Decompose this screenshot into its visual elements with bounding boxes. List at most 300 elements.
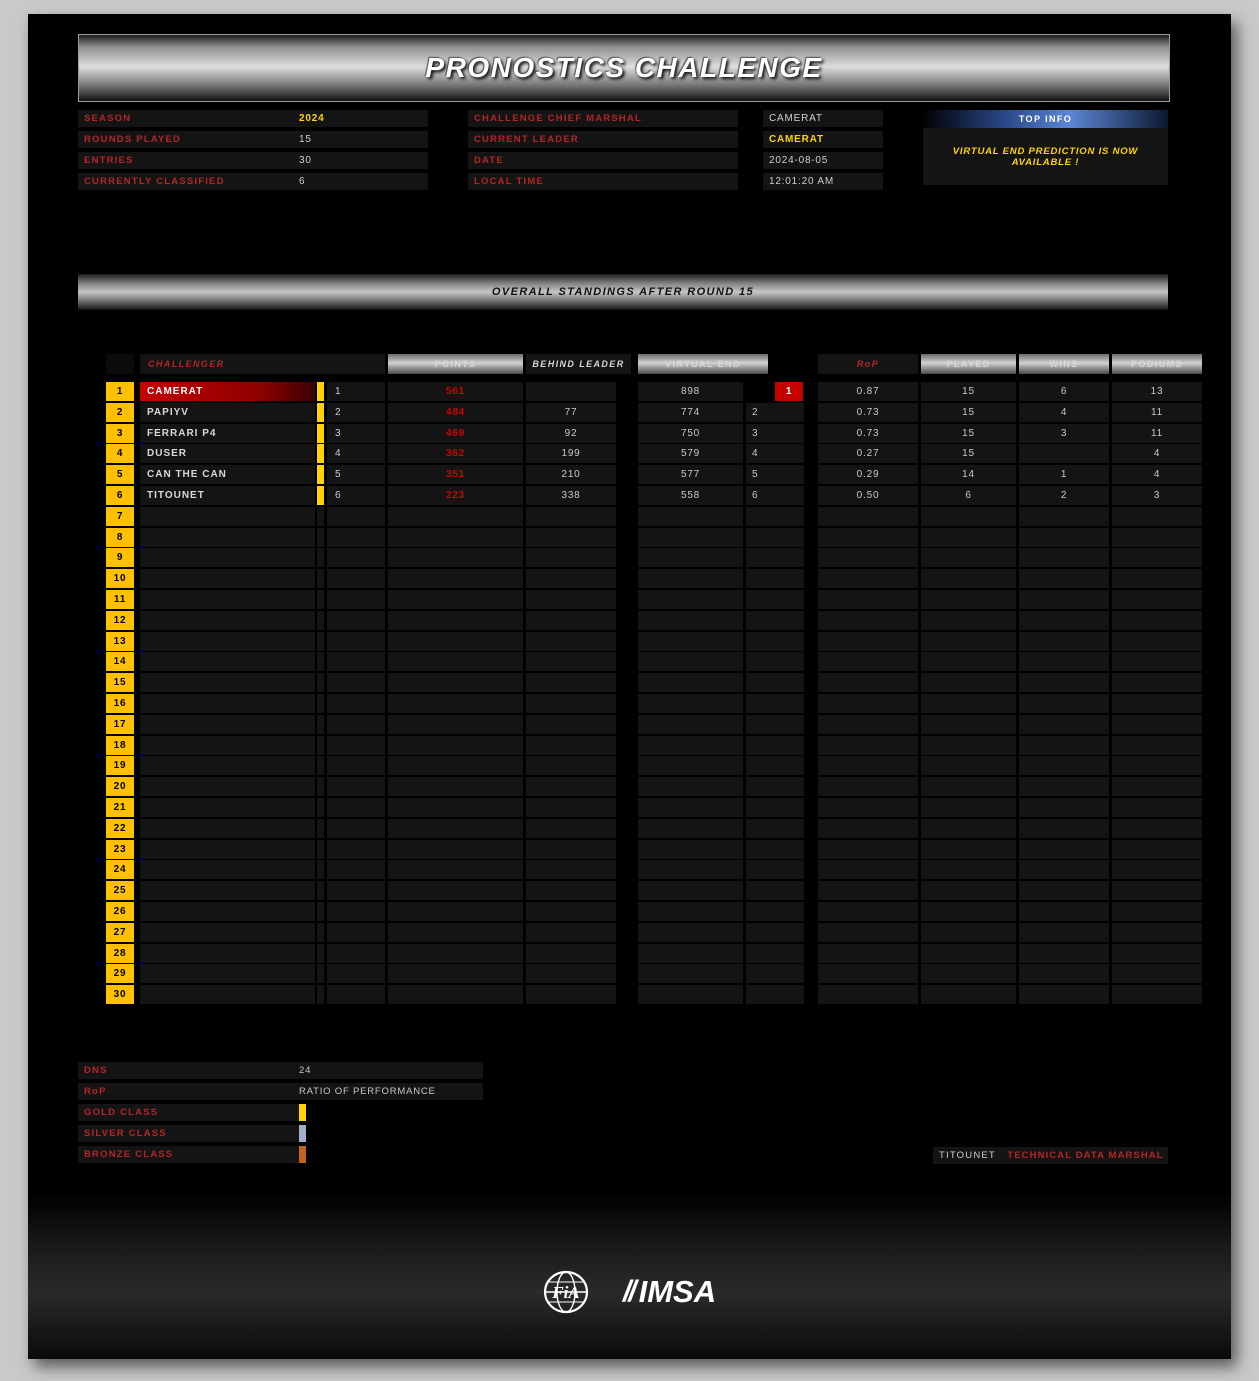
table-row[interactable] xyxy=(78,486,1188,507)
row-virtual-end: 577 xyxy=(638,465,743,484)
svg-text:FiA: FiA xyxy=(552,1283,580,1302)
info-row-local-time xyxy=(468,173,883,190)
row-behind-leader: 210 xyxy=(526,465,616,484)
row-points-rank xyxy=(327,507,385,526)
row-virtual-end-rank xyxy=(746,611,804,630)
table-row[interactable] xyxy=(78,652,1188,673)
row-virtual-end xyxy=(638,881,743,900)
row-podiums: 11 xyxy=(1112,424,1202,443)
row-challenger-name xyxy=(140,860,315,879)
row-behind-leader xyxy=(526,964,616,983)
table-row[interactable] xyxy=(78,819,1188,840)
table-row[interactable] xyxy=(78,736,1188,757)
row-challenger-name xyxy=(140,548,315,567)
row-challenger-name: PAPIYV xyxy=(140,403,315,422)
row-played xyxy=(921,798,1016,817)
info-panel xyxy=(78,110,1168,200)
row-points xyxy=(388,798,523,817)
info-row-rounds-played xyxy=(78,131,428,148)
row-position: 16 xyxy=(106,694,134,713)
row-challenger-name: FERRARI P4 xyxy=(140,424,315,443)
row-wins xyxy=(1019,860,1109,879)
row-points-rank xyxy=(327,590,385,609)
row-behind-leader: 338 xyxy=(526,486,616,505)
row-played: 15 xyxy=(921,382,1016,401)
row-virtual-end-rank xyxy=(746,528,804,547)
column-header-rop[interactable]: RoP xyxy=(818,354,918,374)
info-label-date: DATE xyxy=(468,152,738,169)
info-column-left xyxy=(78,110,428,194)
row-class-indicator xyxy=(317,569,324,588)
info-row-season xyxy=(78,110,428,127)
row-class-indicator xyxy=(317,985,324,1004)
marshal-name: TITOUNET xyxy=(933,1147,1003,1164)
row-virtual-end-rank xyxy=(746,673,804,692)
row-virtual-end: 750 xyxy=(638,424,743,443)
table-row[interactable] xyxy=(78,673,1188,694)
table-row[interactable] xyxy=(78,403,1188,424)
row-rop xyxy=(818,964,918,983)
row-challenger-name xyxy=(140,756,315,775)
row-points-rank xyxy=(327,736,385,755)
table-row[interactable] xyxy=(78,881,1188,902)
row-behind-leader xyxy=(526,632,616,651)
row-points xyxy=(388,694,523,713)
table-row[interactable] xyxy=(78,985,1188,1006)
row-wins: 1 xyxy=(1019,465,1109,484)
row-behind-leader: 92 xyxy=(526,424,616,443)
row-wins xyxy=(1019,777,1109,796)
table-row[interactable] xyxy=(78,798,1188,819)
row-wins xyxy=(1019,569,1109,588)
info-label-currently-classified: CURRENTLY CLASSIFIED xyxy=(78,173,293,190)
column-header-behind-leader[interactable]: BEHIND LEADER xyxy=(526,354,631,374)
legend-panel xyxy=(78,1062,778,1167)
row-rop xyxy=(818,881,918,900)
row-rop xyxy=(818,611,918,630)
row-virtual-end-rank xyxy=(746,902,804,921)
row-played: 15 xyxy=(921,403,1016,422)
column-header-points[interactable]: POINTS xyxy=(388,354,523,374)
row-virtual-end-rank xyxy=(746,652,804,671)
row-class-indicator xyxy=(317,424,324,443)
table-row[interactable] xyxy=(78,923,1188,944)
row-virtual-end xyxy=(638,528,743,547)
row-points xyxy=(388,923,523,942)
row-rop xyxy=(818,632,918,651)
table-row[interactable] xyxy=(78,424,1188,445)
row-class-indicator xyxy=(317,715,324,734)
row-points xyxy=(388,819,523,838)
row-points-rank xyxy=(327,985,385,1004)
column-header-virtual-end[interactable]: VIRTUAL END xyxy=(638,354,768,374)
info-label-chief-marshal: CHALLENGE CHIEF MARSHAL xyxy=(468,110,738,127)
legend-swatch-gold xyxy=(299,1104,306,1121)
row-played xyxy=(921,548,1016,567)
row-virtual-end-rank xyxy=(746,590,804,609)
row-virtual-end-rank xyxy=(746,985,804,1004)
row-behind-leader xyxy=(526,756,616,775)
table-row[interactable] xyxy=(78,840,1188,861)
column-header-wins[interactable]: WINS xyxy=(1019,354,1109,374)
row-class-indicator xyxy=(317,548,324,567)
row-class-indicator xyxy=(317,964,324,983)
row-virtual-end-rank: 1 xyxy=(775,382,803,401)
row-rop xyxy=(818,673,918,692)
legend-row-dns xyxy=(78,1062,778,1079)
row-class-indicator xyxy=(317,881,324,900)
column-header-played[interactable]: PLAYED xyxy=(921,354,1016,374)
row-points xyxy=(388,881,523,900)
row-behind-leader xyxy=(526,611,616,630)
table-row[interactable] xyxy=(78,569,1188,590)
row-rop xyxy=(818,507,918,526)
row-points: 223 xyxy=(388,486,523,505)
row-points-rank xyxy=(327,964,385,983)
row-played xyxy=(921,736,1016,755)
row-virtual-end-rank xyxy=(746,923,804,942)
row-class-indicator xyxy=(317,798,324,817)
row-position: 10 xyxy=(106,569,134,588)
table-row[interactable] xyxy=(78,382,1188,403)
row-played xyxy=(921,881,1016,900)
row-class-indicator xyxy=(317,860,324,879)
row-class-indicator xyxy=(317,632,324,651)
row-challenger-name xyxy=(140,590,315,609)
row-podiums xyxy=(1112,881,1202,900)
row-position: 13 xyxy=(106,632,134,651)
row-wins: 4 xyxy=(1019,403,1109,422)
row-rop xyxy=(818,569,918,588)
legend-value-rop: RATIO OF PERFORMANCE xyxy=(293,1083,483,1100)
row-wins xyxy=(1019,840,1109,859)
row-virtual-end-rank xyxy=(746,715,804,734)
row-behind-leader xyxy=(526,840,616,859)
row-rop xyxy=(818,694,918,713)
info-label-current-leader: CURRENT LEADER xyxy=(468,131,738,148)
row-challenger-name xyxy=(140,632,315,651)
row-points-rank xyxy=(327,673,385,692)
row-class-indicator xyxy=(317,840,324,859)
row-position: 22 xyxy=(106,819,134,838)
row-podiums: 4 xyxy=(1112,444,1202,463)
row-virtual-end-rank xyxy=(746,881,804,900)
row-class-indicator xyxy=(317,819,324,838)
table-row[interactable] xyxy=(78,902,1188,923)
row-rop xyxy=(818,528,918,547)
row-virtual-end-rank: 4 xyxy=(746,444,804,463)
row-position: 17 xyxy=(106,715,134,734)
row-points-rank xyxy=(327,881,385,900)
imsa-wordmark: IMSA xyxy=(638,1274,717,1309)
row-podiums xyxy=(1112,944,1202,963)
row-podiums xyxy=(1112,569,1202,588)
row-behind-leader xyxy=(526,860,616,879)
info-label-rounds-played: ROUNDS PLAYED xyxy=(78,131,293,148)
info-row-chief-marshal xyxy=(468,110,883,127)
table-row[interactable] xyxy=(78,715,1188,736)
info-row-currently-classified xyxy=(78,173,428,190)
row-challenger-name xyxy=(140,694,315,713)
row-position: 2 xyxy=(106,403,134,422)
row-position: 21 xyxy=(106,798,134,817)
column-header-podiums[interactable]: PODIUMS xyxy=(1112,354,1202,374)
column-header-challenger[interactable]: CHALLENGER xyxy=(140,354,385,374)
technical-marshal-credit xyxy=(933,1147,1168,1164)
row-rop: 0.73 xyxy=(818,403,918,422)
row-challenger-name xyxy=(140,715,315,734)
row-challenger-name xyxy=(140,798,315,817)
row-podiums xyxy=(1112,798,1202,817)
row-points-rank xyxy=(327,611,385,630)
row-challenger-name xyxy=(140,736,315,755)
row-behind-leader: 77 xyxy=(526,403,616,422)
row-played xyxy=(921,944,1016,963)
row-virtual-end xyxy=(638,840,743,859)
row-rop xyxy=(818,736,918,755)
row-virtual-end xyxy=(638,736,743,755)
row-behind-leader xyxy=(526,985,616,1004)
row-points-rank xyxy=(327,777,385,796)
page-title: PRONOSTICS CHALLENGE xyxy=(425,52,823,83)
row-points: 469 xyxy=(388,424,523,443)
row-virtual-end-rank: 6 xyxy=(746,486,804,505)
row-virtual-end-rank xyxy=(746,798,804,817)
legend-row-gold-class xyxy=(78,1104,778,1121)
table-row[interactable] xyxy=(78,944,1188,965)
row-points-rank xyxy=(327,819,385,838)
row-rop: 0.29 xyxy=(818,465,918,484)
row-position: 23 xyxy=(106,840,134,859)
row-podiums xyxy=(1112,819,1202,838)
table-row[interactable] xyxy=(78,632,1188,653)
row-wins xyxy=(1019,507,1109,526)
legend-row-bronze-class xyxy=(78,1146,778,1163)
row-virtual-end-rank xyxy=(746,632,804,651)
row-behind-leader xyxy=(526,881,616,900)
row-virtual-end-rank xyxy=(746,756,804,775)
row-points xyxy=(388,756,523,775)
row-position: 3 xyxy=(106,424,134,443)
row-virtual-end-rank xyxy=(746,840,804,859)
row-rop: 0.50 xyxy=(818,486,918,505)
row-rop xyxy=(818,548,918,567)
row-points-rank xyxy=(327,798,385,817)
row-virtual-end-rank xyxy=(746,860,804,879)
row-wins xyxy=(1019,756,1109,775)
row-virtual-end xyxy=(638,673,743,692)
row-wins xyxy=(1019,652,1109,671)
row-rop: 0.27 xyxy=(818,444,918,463)
table-row[interactable] xyxy=(78,611,1188,632)
row-wins xyxy=(1019,715,1109,734)
row-virtual-end xyxy=(638,985,743,1004)
row-virtual-end xyxy=(638,944,743,963)
row-points xyxy=(388,652,523,671)
table-row[interactable] xyxy=(78,964,1188,985)
row-points-rank xyxy=(327,860,385,879)
table-row[interactable] xyxy=(78,860,1188,881)
row-virtual-end-rank xyxy=(746,944,804,963)
row-virtual-end: 579 xyxy=(638,444,743,463)
row-wins xyxy=(1019,923,1109,942)
info-row-date xyxy=(468,152,883,169)
row-points-rank: 6 xyxy=(327,486,385,505)
row-wins xyxy=(1019,611,1109,630)
row-position: 27 xyxy=(106,923,134,942)
row-challenger-name xyxy=(140,902,315,921)
row-position: 24 xyxy=(106,860,134,879)
row-played xyxy=(921,756,1016,775)
row-points-rank xyxy=(327,902,385,921)
row-virtual-end xyxy=(638,715,743,734)
row-behind-leader xyxy=(526,798,616,817)
row-challenger-name: CAN THE CAN xyxy=(140,465,315,484)
row-points xyxy=(388,611,523,630)
row-wins xyxy=(1019,819,1109,838)
row-virtual-end xyxy=(638,819,743,838)
row-wins xyxy=(1019,694,1109,713)
row-class-indicator xyxy=(317,382,324,401)
row-podiums xyxy=(1112,777,1202,796)
row-rop xyxy=(818,652,918,671)
row-points xyxy=(388,715,523,734)
info-value-date: 2024-08-05 xyxy=(763,152,883,169)
fia-logo-icon xyxy=(543,1269,609,1315)
row-position: 20 xyxy=(106,777,134,796)
info-value-entries: 30 xyxy=(293,152,428,169)
table-row[interactable] xyxy=(78,548,1188,569)
row-behind-leader: 199 xyxy=(526,444,616,463)
row-rop xyxy=(818,944,918,963)
row-position: 14 xyxy=(106,652,134,671)
row-played xyxy=(921,507,1016,526)
row-position: 12 xyxy=(106,611,134,630)
row-points: 484 xyxy=(388,403,523,422)
row-virtual-end-rank: 2 xyxy=(746,403,804,422)
row-position: 9 xyxy=(106,548,134,567)
row-virtual-end-rank: 3 xyxy=(746,424,804,443)
row-wins: 6 xyxy=(1019,382,1109,401)
table-row[interactable] xyxy=(78,590,1188,611)
column-header-position xyxy=(106,354,134,374)
row-points-rank xyxy=(327,528,385,547)
row-challenger-name xyxy=(140,569,315,588)
row-wins: 2 xyxy=(1019,486,1109,505)
row-played xyxy=(921,985,1016,1004)
row-played xyxy=(921,902,1016,921)
row-points-rank: 2 xyxy=(327,403,385,422)
table-row[interactable] xyxy=(78,528,1188,549)
info-value-currently-classified: 6 xyxy=(293,173,428,190)
table-row[interactable] xyxy=(78,465,1188,486)
row-points: 351 xyxy=(388,465,523,484)
imsa-logo xyxy=(623,1274,716,1310)
row-podiums xyxy=(1112,756,1202,775)
row-wins xyxy=(1019,798,1109,817)
row-position: 25 xyxy=(106,881,134,900)
row-podiums xyxy=(1112,736,1202,755)
row-behind-leader xyxy=(526,507,616,526)
row-wins xyxy=(1019,736,1109,755)
row-virtual-end-rank xyxy=(746,777,804,796)
row-virtual-end xyxy=(638,902,743,921)
row-points xyxy=(388,548,523,567)
row-podiums xyxy=(1112,715,1202,734)
row-challenger-name: CAMERAT xyxy=(140,382,315,401)
row-points-rank xyxy=(327,756,385,775)
table-row[interactable] xyxy=(78,444,1188,465)
row-podiums xyxy=(1112,611,1202,630)
table-row[interactable] xyxy=(78,694,1188,715)
row-rop xyxy=(818,756,918,775)
app-frame xyxy=(28,14,1231,1359)
row-challenger-name xyxy=(140,840,315,859)
row-wins xyxy=(1019,528,1109,547)
info-label-local-time: LOCAL TIME xyxy=(468,173,738,190)
marshal-role: TECHNICAL DATA MARSHAL xyxy=(1003,1147,1168,1164)
row-points xyxy=(388,944,523,963)
row-virtual-end-rank xyxy=(746,569,804,588)
legend-label-bronze-class: BRONZE CLASS xyxy=(78,1146,293,1163)
row-points-rank xyxy=(327,944,385,963)
row-podiums: 3 xyxy=(1112,486,1202,505)
row-played xyxy=(921,528,1016,547)
row-wins xyxy=(1019,673,1109,692)
row-virtual-end xyxy=(638,611,743,630)
row-played: 6 xyxy=(921,486,1016,505)
row-class-indicator xyxy=(317,777,324,796)
row-challenger-name: DUSER xyxy=(140,444,315,463)
row-rop xyxy=(818,715,918,734)
row-rop xyxy=(818,860,918,879)
row-points-rank: 5 xyxy=(327,465,385,484)
row-challenger-name xyxy=(140,507,315,526)
row-virtual-end-rank xyxy=(746,548,804,567)
row-wins: 3 xyxy=(1019,424,1109,443)
row-points-rank: 3 xyxy=(327,424,385,443)
row-class-indicator xyxy=(317,673,324,692)
table-row[interactable] xyxy=(78,756,1188,777)
row-virtual-end xyxy=(638,590,743,609)
row-virtual-end-rank xyxy=(746,694,804,713)
row-rop xyxy=(818,902,918,921)
row-rop: 0.73 xyxy=(818,424,918,443)
row-played xyxy=(921,923,1016,942)
row-played xyxy=(921,964,1016,983)
standings-section-title: OVERALL STANDINGS AFTER ROUND 15 xyxy=(491,286,755,298)
row-points-rank xyxy=(327,569,385,588)
row-points-rank xyxy=(327,652,385,671)
top-info-body xyxy=(923,128,1168,185)
row-behind-leader xyxy=(526,902,616,921)
row-challenger-name xyxy=(140,944,315,963)
table-row[interactable] xyxy=(78,507,1188,528)
info-column-right xyxy=(468,110,883,194)
row-class-indicator xyxy=(317,611,324,630)
row-points-rank xyxy=(327,632,385,651)
row-points-rank xyxy=(327,923,385,942)
table-row[interactable] xyxy=(78,777,1188,798)
row-rop xyxy=(818,590,918,609)
row-virtual-end xyxy=(638,652,743,671)
row-class-indicator xyxy=(317,444,324,463)
row-points xyxy=(388,528,523,547)
row-class-indicator xyxy=(317,590,324,609)
row-virtual-end-rank xyxy=(746,507,804,526)
row-challenger-name xyxy=(140,819,315,838)
row-played xyxy=(921,694,1016,713)
